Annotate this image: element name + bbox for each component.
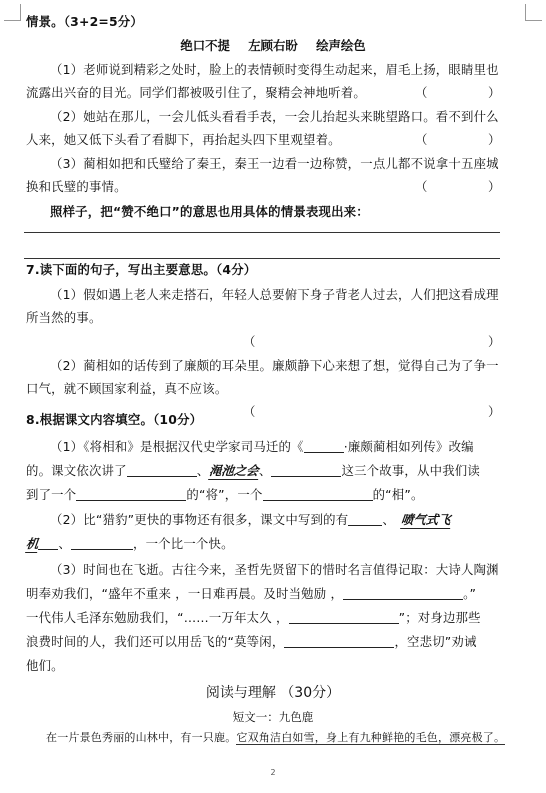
q8-item3-line2 (26, 586, 476, 602)
blank-general[interactable] (76, 487, 186, 501)
q7-item2-paren-open: （ (243, 404, 256, 419)
blank-yue-fei[interactable] (284, 634, 394, 648)
handwritten-answer-mianchi: 渑池之会 (208, 463, 260, 478)
q8-item1-line3 (26, 487, 424, 503)
q6-item2-paren-open: （ (415, 132, 428, 147)
q8-item1-text-d: 这三个故事，从中我们读 (341, 463, 480, 478)
handwritten-underline (38, 536, 58, 550)
q8-item2-text-a: （2）比“猎豹”更快的事物还有很多，课文中写到的有 (50, 512, 349, 527)
q8-item3-text-a: 明奉劝我们，“盛年不重来 ，一日难再晨。及时当勉励 ， (26, 586, 344, 601)
q8-item3-line4 (26, 634, 477, 650)
answer-line-2[interactable] (24, 258, 500, 259)
q8-item1-line1 (50, 439, 474, 455)
passage-text-a: 在一片景色秀丽的山林中，有一只鹿。 (46, 731, 237, 744)
passage-1-first-line (46, 731, 505, 745)
q6-item3-line1: （3）蔺相如把和氏璧给了秦王，秦王一边看一边称赞，一点儿都不说拿十五座城 (50, 156, 499, 171)
blank-fast-thing-1[interactable] (348, 512, 382, 526)
q7-item2-paren-close: ） (488, 404, 501, 419)
blank-mao-zedong[interactable] (289, 610, 399, 624)
q6-item1-line2: 流露出兴奋的目光。同学们都被吸引住了，聚精会神地听着。 (26, 85, 366, 100)
q8-item2-line2 (26, 536, 234, 553)
q6-item2-paren-close: ） (488, 132, 501, 147)
q6-item3-paren-close: ） (488, 179, 501, 194)
q6-item1-paren-open: （ (415, 85, 428, 100)
blank-tao-yuanming[interactable] (343, 586, 463, 600)
q6-item3-line2: 换和氏璧的事情。 (26, 179, 127, 194)
blank-story-3[interactable] (271, 463, 341, 477)
q6-item2-line1: （2）她站在那儿，一会儿低头看看手表，一会儿抬起头来眺望路口。看不到什么 (50, 109, 499, 124)
q7-item1-paren-open: （ (243, 334, 256, 349)
handwritten-answer-jet-b: 机 (25, 536, 40, 551)
blank-story-1[interactable] (127, 463, 197, 477)
q8-item1-text-a: （1）《将相和》是根据汉代史学家司马迁的《 (50, 439, 304, 454)
q7-item1-line1: （1）假如遇上老人来走搭石，年轻人总要俯下身子背老人过去，人们把这看成理 (50, 287, 499, 302)
q7-item2-line2: 口气，就不顾国家利益，真不应该。 (26, 381, 228, 396)
q8-item1-line2 (26, 463, 480, 480)
q7-item1-paren-close: ） (488, 334, 501, 349)
q6-item3-paren-open: （ (415, 179, 428, 194)
idiom-3: 绘声绘色 (316, 38, 366, 53)
q8-item3-line5: 他们。 (26, 658, 64, 673)
q8-item3-line1: （3）时间也在飞逝。古往今来，圣哲先贤留下的惜时名言值得记取：大诗人陶渊 (50, 562, 499, 577)
q8-item1-sep-2: 、 (258, 463, 272, 478)
q8-item2-line1 (50, 512, 450, 529)
page-number: 2 (270, 768, 276, 777)
q8-item2-text-b: ，一个比一个快。 (132, 536, 234, 551)
q8-item2-sep-2: 、 (58, 536, 71, 551)
q8-item1-text-b: ·廉颇蔺相如列传》改编 (343, 439, 474, 454)
answer-line-1[interactable] (24, 232, 500, 233)
crop-mark-top-left (4, 4, 21, 21)
q8-item1-text-g: 的“相”。 (372, 487, 424, 502)
handwritten-answer-jet-a: 喷气式飞 (400, 512, 452, 527)
idiom-1: 绝口不提 (180, 38, 230, 53)
q8-item2-sep: 、 (382, 512, 395, 527)
q7-item2-line1: （2）蔺相如的话传到了廉颇的耳朵里。廉颇静下心来想了想，觉得自己为了争一 (50, 358, 499, 373)
q6-sample-prompt: 照样子，把“赞不绝口”的意思也用具体的情景表现出来： (50, 204, 369, 219)
q8-item3-line3 (26, 610, 481, 626)
q6-item2-line2: 人来，她又低下头看了看脚下，再抬起头四下里观望着。 (26, 132, 341, 147)
blank-shiji[interactable] (304, 439, 344, 453)
q8-item1-sep-1: 、 (196, 463, 210, 478)
passage-1-title: 短文一：九色鹿 (232, 710, 314, 724)
q6-heading-tail: 情景。（3+2=5分） (26, 14, 143, 29)
q7-item1-line2: 所当然的事。 (26, 310, 102, 325)
q7-heading: 7.读下面的句子，写出主要意思。（4分） (26, 262, 257, 277)
crop-mark-top-right (525, 4, 542, 21)
q8-item3-text-e: 浪费时间的人，我们还可以用岳飞的“莫等闲， (26, 634, 285, 649)
q8-item1-text-c: 的。课文依次讲了 (26, 463, 127, 478)
q8-item3-text-c: 一代伟人毛泽东勉励我们，“……一万年太久 ， (26, 610, 289, 625)
idiom-2: 左顾右盼 (248, 38, 298, 53)
reading-section-title: 阅读与理解 （30分） (205, 685, 341, 701)
blank-fast-thing-3[interactable] (71, 536, 133, 550)
q6-item1-line1: （1）老师说到精彩之处时，脸上的表情顿时变得生动起来，眉毛上扬，眼睛里也 (50, 62, 499, 77)
q8-item1-text-f: 的“将”，一个 (186, 487, 263, 502)
q8-item3-text-d: ”；对身边那些 (398, 610, 481, 625)
passage-text-underlined: 它双角洁白如雪，身上有九种鲜艳的毛色，漂亮极了。 (236, 731, 506, 744)
q8-item1-text-e: 到了一个 (26, 487, 77, 502)
idiom-options (0, 38, 546, 54)
q8-item3-text-b: 。” (463, 586, 477, 601)
q8-heading: 8.根据课文内容填空。（10分） (26, 412, 203, 427)
q6-item1-paren-close: ） (488, 85, 501, 100)
q8-item3-text-f: ，空悲切”劝诫 (394, 634, 477, 649)
blank-minister[interactable] (263, 487, 373, 501)
